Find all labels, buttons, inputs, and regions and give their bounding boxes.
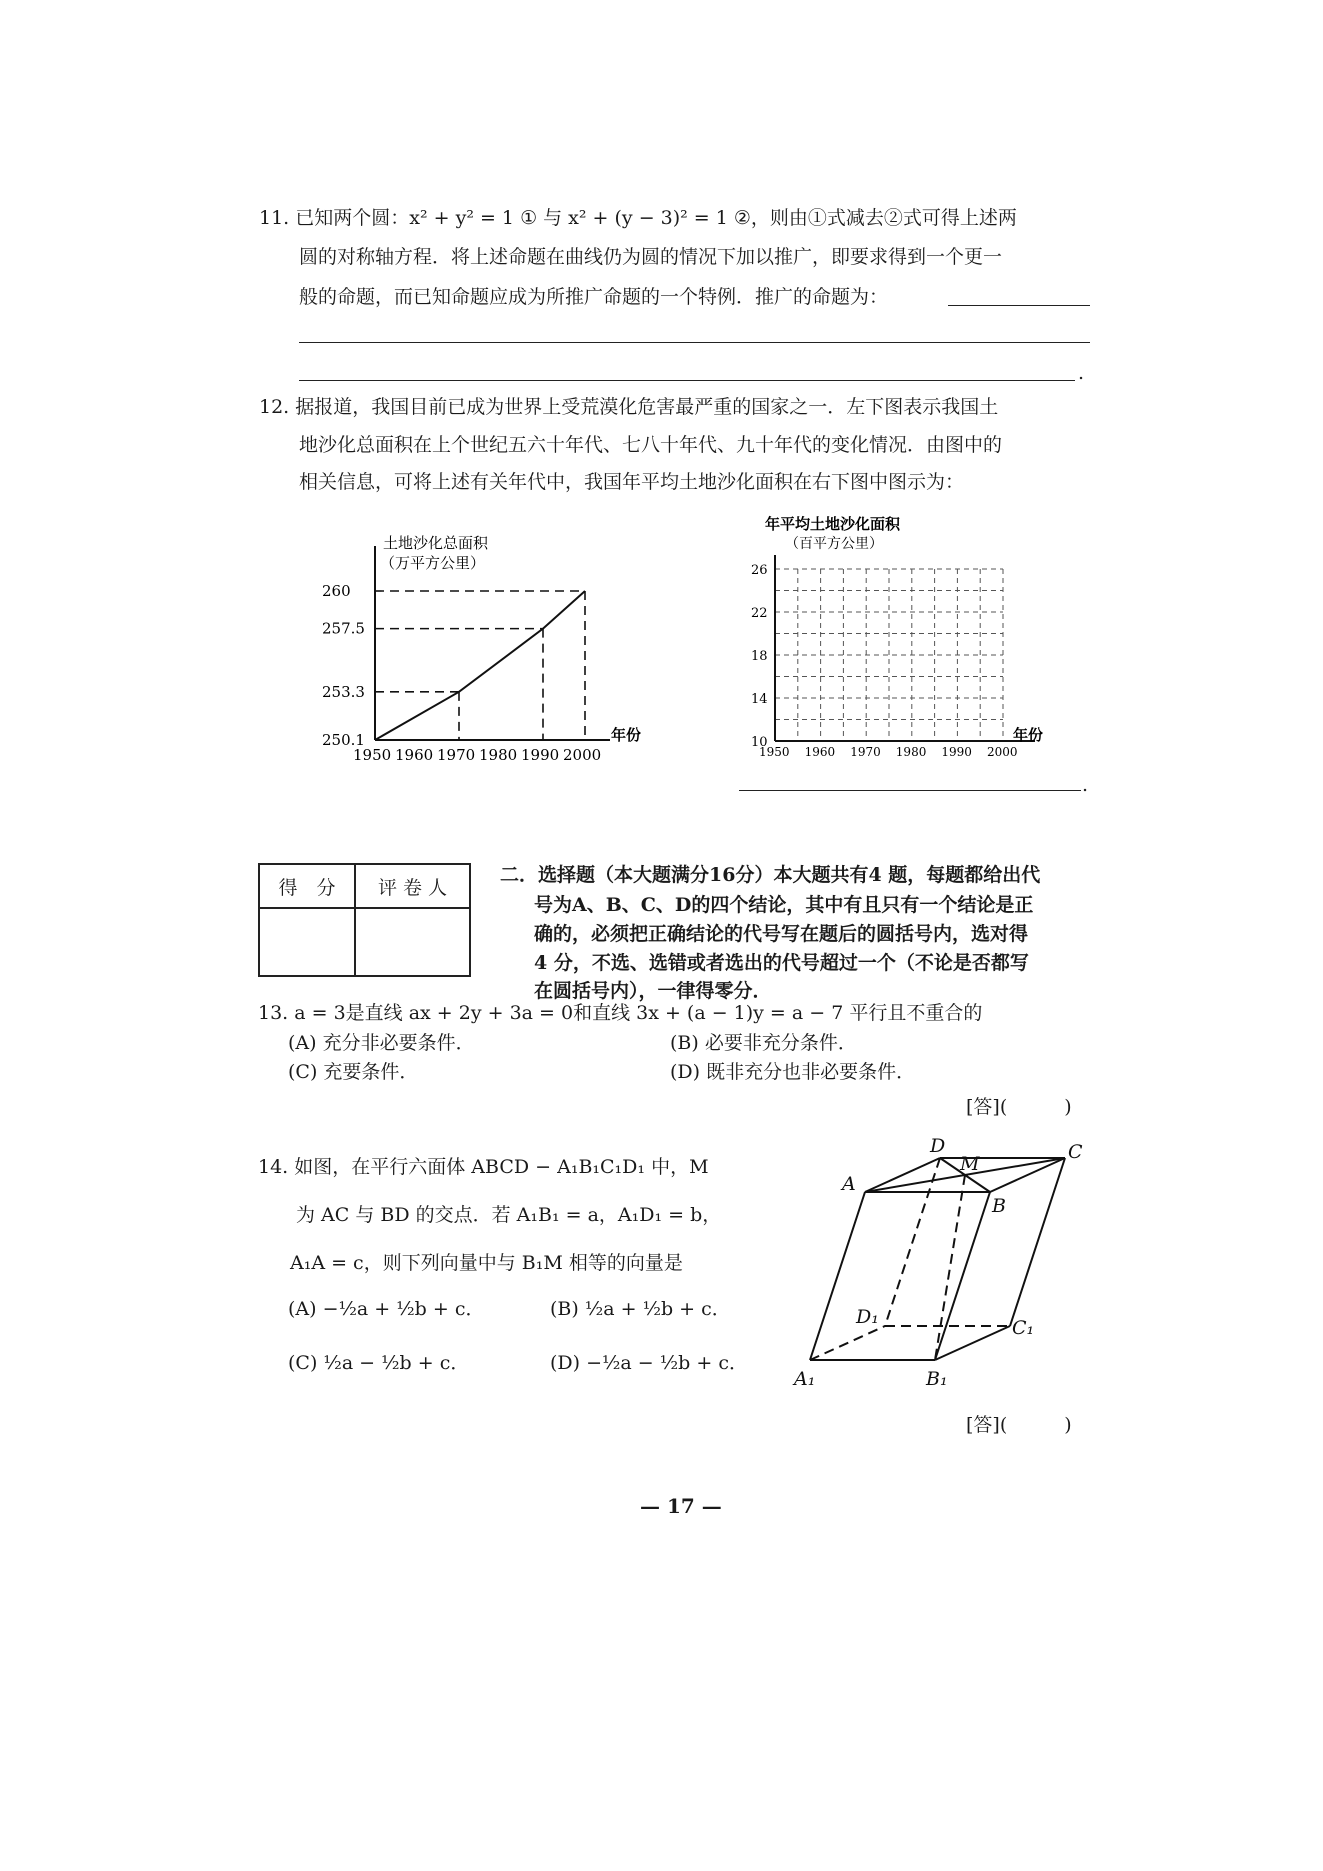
left-series-line xyxy=(375,591,585,740)
edge-da xyxy=(865,1158,940,1192)
section2-line2: 号为A、B、C、D的四个结论，其中有且只有一个结论是正 xyxy=(534,894,1034,916)
label-a1: A₁ xyxy=(794,1368,816,1390)
left-chart-title: 土地沙化总面积 xyxy=(383,534,489,552)
label-d: D xyxy=(930,1135,946,1157)
q13-answer-bracket[interactable]: [答]( ) xyxy=(966,1096,1072,1118)
q11-period: . xyxy=(1078,362,1085,384)
right-x-tick-label: 1980 xyxy=(895,745,927,759)
score-table xyxy=(258,863,471,977)
label-a: A xyxy=(842,1173,856,1195)
page-number: — 17 — xyxy=(640,1494,722,1518)
right-y-tick-label: 10 xyxy=(751,735,768,750)
label-c1: C₁ xyxy=(1012,1317,1035,1339)
edge-cc1 xyxy=(1010,1158,1065,1326)
right-chart-title: 年平均土地沙化面积 xyxy=(765,515,901,533)
right-x-tick-label: 1960 xyxy=(804,745,836,759)
right-chart xyxy=(735,513,1075,768)
q14-option-c[interactable]: (C) ½a − ½b + c． xyxy=(288,1352,470,1374)
right-x-tick-label: 1950 xyxy=(759,745,790,759)
q12-period: . xyxy=(1082,774,1089,796)
q11-answer-blank-3[interactable] xyxy=(299,380,1075,381)
left-y-tick-label: 253.3 xyxy=(322,682,365,701)
left-chart xyxy=(320,528,650,778)
q14-option-b[interactable]: (B) ½a + ½b + c． xyxy=(550,1298,731,1320)
section2-line4: 4 分，不选、选错或者选出的代号超过一个（不论是否都写 xyxy=(534,952,1029,974)
left-chart-subtitle: （万平方公里） xyxy=(380,554,486,572)
score-header: 得 分 xyxy=(259,864,355,908)
label-d1: D₁ xyxy=(856,1306,879,1328)
q11-answer-blank-2[interactable] xyxy=(299,342,1090,343)
right-y-tick-label: 18 xyxy=(751,649,768,664)
right-x-tick-label: 1990 xyxy=(941,745,972,759)
left-y-tick-label: 257.5 xyxy=(322,619,365,638)
q12-line2: 地沙化总面积在上个世纪五六十年代、七八十年代、九十年代的变化情况．由图中的 xyxy=(299,434,1003,456)
q11-line3: 般的命题，而已知命题应成为所推广命题的一个特例．推广的命题为： xyxy=(299,286,889,308)
q13-option-c[interactable]: (C) 充要条件． xyxy=(288,1061,419,1083)
edge-b1c1 xyxy=(935,1326,1010,1360)
right-y-tick-label: 26 xyxy=(751,563,768,578)
section2-line1: 二．选择题（本大题满分16分）本大题共有4 题，每题都给出代 xyxy=(500,864,1041,886)
q14-line3: A₁A = c，则下列向量中与 B₁M 相等的向量是 xyxy=(290,1252,683,1274)
left-x-tick-label: 1960 xyxy=(395,746,434,764)
parallelepiped-diagram xyxy=(780,1130,1100,1400)
edge-aa1 xyxy=(810,1192,865,1360)
q11-answer-blank[interactable] xyxy=(948,305,1090,306)
segment-mb1-hidden xyxy=(935,1175,965,1360)
q12-line3: 相关信息，可将上述有关年代中，我国年平均土地沙化面积在右下图中图示为： xyxy=(299,471,965,493)
edge-bb1 xyxy=(935,1192,990,1360)
label-c: C xyxy=(1068,1141,1083,1163)
q13-option-d[interactable]: (D) 既非充分也非必要条件． xyxy=(670,1061,916,1083)
q12-answer-blank[interactable] xyxy=(739,790,1081,791)
left-x-tick-label: 1980 xyxy=(479,746,518,764)
grader-cell[interactable] xyxy=(355,908,470,976)
left-x-tick-label: 1970 xyxy=(437,746,476,764)
left-x-tick-label: 1990 xyxy=(521,746,560,764)
q12-line1: 12. 据报道，我国目前已成为世界上受荒漠化危害最严重的国家之一．左下图表示我国土 xyxy=(259,396,999,418)
q13-option-a[interactable]: (A) 充分非必要条件． xyxy=(288,1032,475,1054)
section2-line5: 在圆括号内），一律得零分． xyxy=(534,980,772,1002)
left-x-tick-label: 1950 xyxy=(353,746,392,764)
label-m: M xyxy=(960,1153,980,1175)
right-y-tick-label: 14 xyxy=(751,692,768,707)
q14-option-a[interactable]: (A) −½a + ½b + c． xyxy=(288,1298,485,1320)
right-chart-subtitle: （百平方公里） xyxy=(785,536,883,552)
edge-a1d1-hidden xyxy=(810,1326,885,1360)
label-b1: B₁ xyxy=(926,1368,948,1390)
q14-answer-bracket[interactable]: [答]( ) xyxy=(966,1414,1072,1436)
left-chart-xlabel: 年份 xyxy=(611,726,642,744)
q13-option-b[interactable]: (B) 必要非充分条件． xyxy=(670,1032,857,1054)
q14-option-d[interactable]: (D) −½a − ½b + c． xyxy=(550,1352,748,1374)
q13-stem: 13. a = 3是直线 ax + 2y + 3a = 0和直线 3x + (a − 1)y = a − 7 平行且不重合的 xyxy=(258,1002,983,1024)
left-x-tick-label: 2000 xyxy=(563,746,602,764)
score-cell[interactable] xyxy=(259,908,355,976)
grader-header: 评 卷 人 xyxy=(355,864,470,908)
q11-line2: 圆的对称轴方程．将上述命题在曲线仍为圆的情况下加以推广，即要求得到一个更一 xyxy=(299,246,1003,268)
right-x-tick-label: 1970 xyxy=(850,745,881,759)
edge-bc xyxy=(990,1158,1065,1192)
q14-line2: 为 AC 与 BD 的交点．若 A₁B₁ = a，A₁D₁ = b， xyxy=(296,1204,722,1226)
left-y-tick-label: 250.1 xyxy=(322,731,365,749)
right-x-tick-label: 2000 xyxy=(987,745,1018,759)
section2-line3: 确的，必须把正确结论的代号写在题后的圆括号内，选对得 xyxy=(534,923,1029,945)
q14-line1: 14. 如图，在平行六面体 ABCD − A₁B₁C₁D₁ 中，M xyxy=(258,1156,709,1178)
left-y-tick-label: 260 xyxy=(322,582,351,600)
right-y-tick-label: 22 xyxy=(751,606,768,621)
q11-line1: 11. 已知两个圆：x² + y² = 1 ① 与 x² + (y − 3)² = 1 ②，则由①式减去②式可得上述两 xyxy=(259,207,1017,229)
label-b: B xyxy=(992,1195,1006,1217)
right-chart-xlabel: 年份 xyxy=(1013,726,1044,744)
